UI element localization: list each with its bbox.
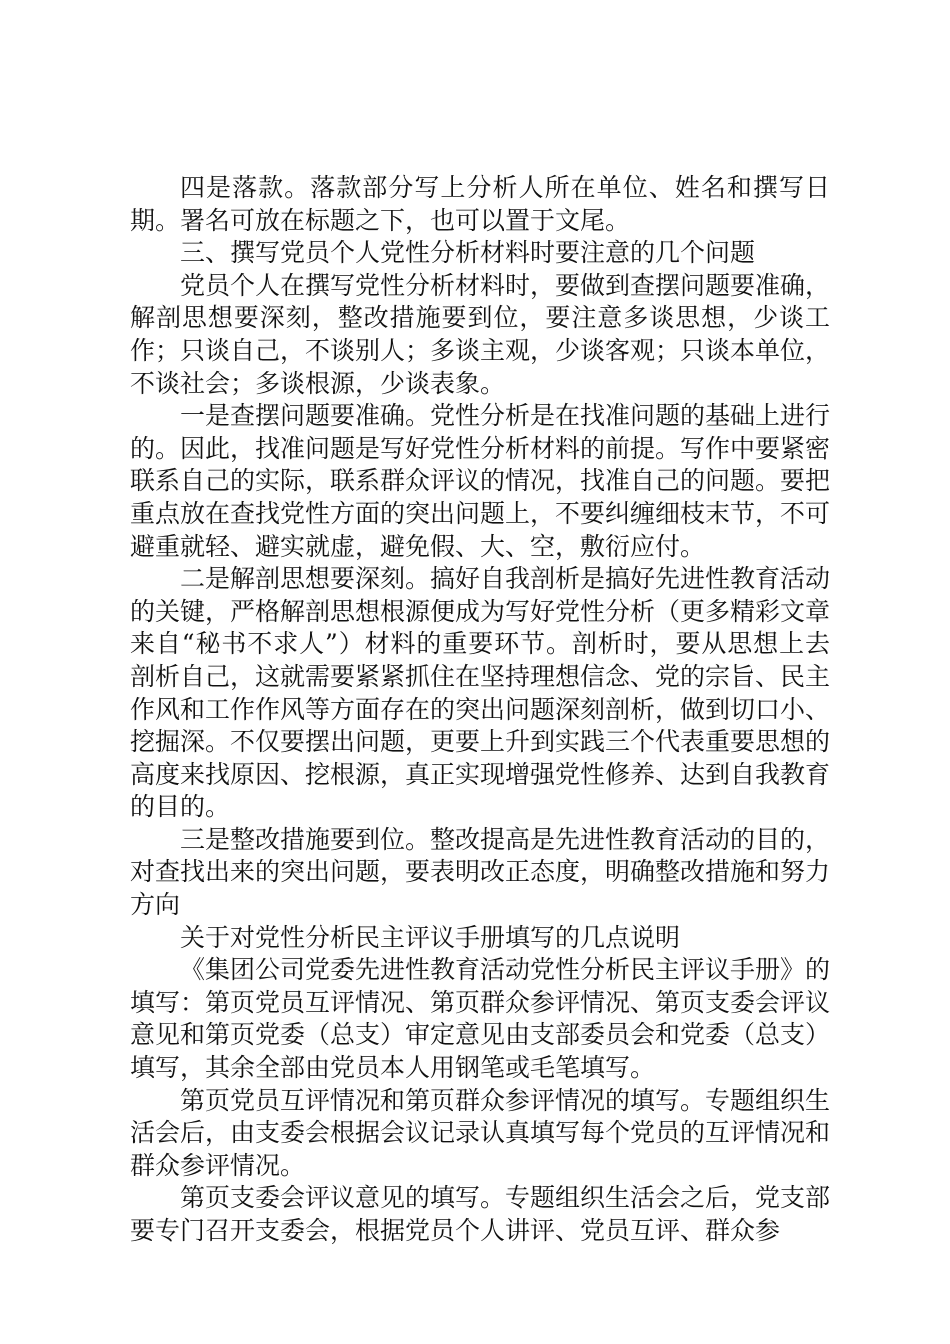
paragraph-point-3: 三是整改措施要到位。整改提高是先进性教育活动的目的，对查找出来的突出问题，要表明改正态度，明确整改措施和努力方向 xyxy=(130,824,831,920)
paragraph-peer-review: 第页党员互评情况和第页群众参评情况的填写。专题组织生活会后，由支委会根据会议记录认真填写每个党员的互评情况和群众参评情况。 xyxy=(130,1085,831,1180)
paragraph-signature: 四是落款。落款部分写上分析人所在单位、姓名和撰写日期。署名可放在标题之下，也可以置于文尾。 xyxy=(130,173,830,235)
section-heading-3: 三、撰写党员个人党性分析材料时要注意的几个问题 xyxy=(180,238,756,268)
paragraph-point-1: 一是查摆问题要准确。党性分析是在找准问题的基础上进行的。因此，找准问题是写好党性分析材料的前提。写作中要紧密联系自己的实际，联系群众评议的情况，找准自己的问题。要把重点放在查找党性方面的突出问题上，不要纠缠细枝末节，不可避重就轻、避实就虚，避免假、大、空，敷衍应付。 xyxy=(130,401,831,561)
paragraph-point-2: 二是解剖思想要深刻。搞好自我剖析是搞好先进性教育活动的关键，严格解剖思想根源便成为写好党性分析（更多精彩文章来自“秘书不求人”）材料的重要环节。剖析时，要从思想上去剖析自己，这就需要紧紧抓住在坚持理想信念、党的宗旨、民主作风和工作作风等方面存在的突出问题深刻剖析，做到切口小、挖掘深。不仅要摆出问题，更要上升到实践三个代表重要思想的高度来找原因、挖根源，真正实现增强党性修养、达到自我教育的目的。 xyxy=(130,564,831,822)
paragraph-committee-opinion: 第页支委会评议意见的填写。专题组织生活会之后，党支部要专门召开支委会，根据党员个人讲评、党员互评、群众参 xyxy=(130,1183,831,1245)
document-body xyxy=(130,172,830,1248)
subtitle-manual-notes: 关于对党性分析民主评议手册填写的几点说明 xyxy=(180,922,681,952)
paragraph-manual-filling: 《集团公司党委先进性教育活动党性分析民主评议手册》的填写：第页党员互评情况、第页群众参评情况、第页支委会评议意见和第页党委（总支）审定意见由支部委员会和党委（总支）填写，其余全部由党员本人用钢笔或毛笔填写。 xyxy=(130,955,831,1083)
paragraph-overview: 党员个人在撰写党性分析材料时，要做到查摆问题要准确，解剖思想要深刻，整改措施要到位，要注意多谈思想，少谈工作；只谈自己，不谈别人；多谈主观，少谈客观；只谈本单位，不谈社会；多谈根源，少谈表象。 xyxy=(130,270,831,398)
